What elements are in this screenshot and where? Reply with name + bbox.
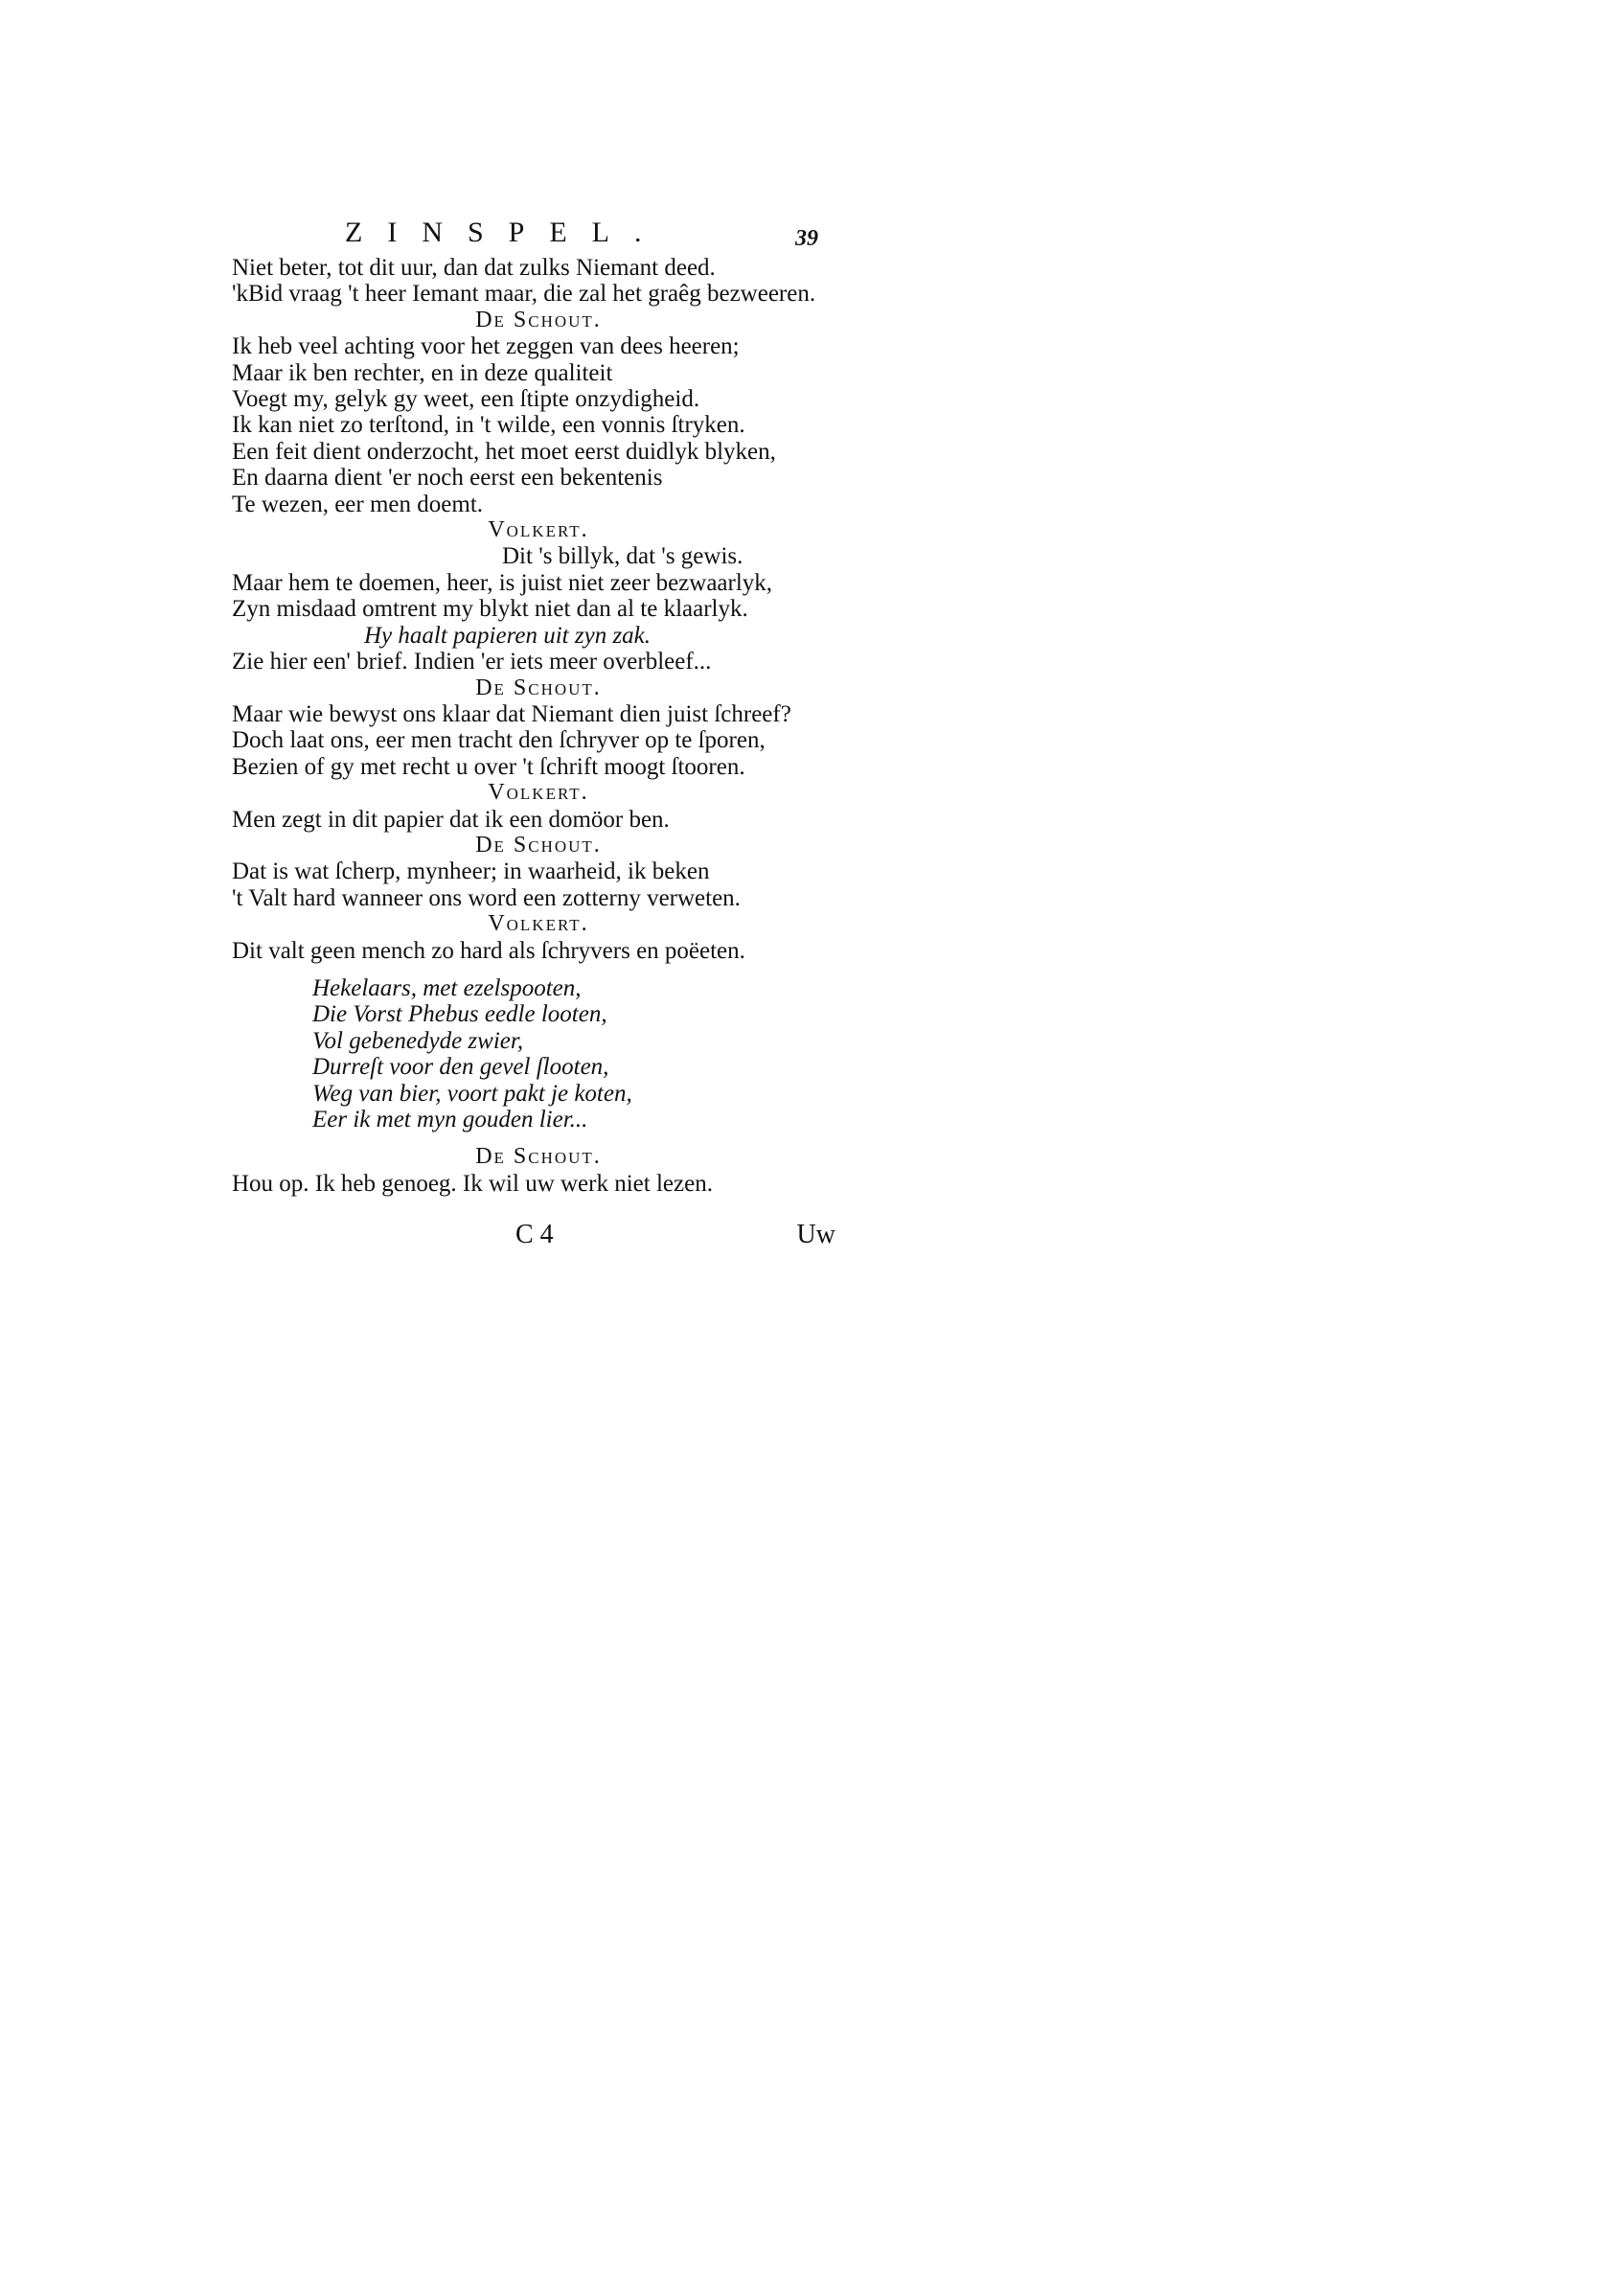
speaker-name: Volkert. (488, 517, 589, 543)
song-line: Die Vorst Phebus eedle looten, (312, 1001, 607, 1028)
verse-line: 't Valt hard wanneer ons word een zotterny verweten. (232, 884, 741, 911)
speaker-name: De Schout. (475, 307, 602, 332)
verse-line: Dit valt geen mench zo hard als ſchryvers en poëeten. (232, 937, 745, 964)
verse-line: 'kBid vraag 't heer Iemant maar, die zal het graêg bezweeren. (232, 281, 816, 308)
verse-line: En daarna dient 'er noch eerst een bekentenis (232, 465, 663, 492)
verse-line: Men zegt in dit papier dat ik een domöor ben. (232, 806, 670, 833)
running-title: ZINSPEL. (345, 217, 667, 248)
verse-line: Hou op. Ik heb genoeg. Ik wil uw werk niet lezen. (232, 1170, 713, 1197)
verse-line: Niet beter, tot dit uur, dan dat zulks Niemant deed. (232, 255, 716, 281)
song-line: Eer ik met myn gouden lier... (312, 1107, 588, 1133)
song-line: Durreſt voor den gevel ſlooten, (312, 1054, 609, 1081)
verse-line: Maar hem te doemen, heer, is juist niet zeer bezwaarlyk, (232, 569, 773, 596)
verse-line: Een feit dient onderzocht, het moet eerst duidlyk blyken, (232, 438, 776, 465)
signature-mark: C 4 (515, 1220, 554, 1249)
page-number: 39 (795, 226, 818, 251)
verse-line-indented: Dit 's billyk, dat 's gewis. (502, 543, 743, 570)
verse-line: Ik kan niet zo terſtond, in 't wilde, een vonnis ſtryken. (232, 412, 745, 439)
song-line: Hekelaars, met ezelspooten, (312, 974, 582, 1001)
verse-line: Maar wie bewyst ons klaar dat Niemant dien juist ſchreef? (232, 700, 791, 727)
verse-line: Zyn misdaad omtrent my blykt niet dan al te klaarlyk. (232, 596, 748, 623)
song-line: Weg van bier, voort pakt je koten, (312, 1080, 632, 1107)
verse-line: Doch laat ons, eer men tracht den ſchryver op te ſporen, (232, 727, 766, 754)
verse-line: Ik heb veel achting voor het zeggen van dees heeren; (232, 333, 740, 360)
speaker-name: Volkert. (488, 780, 589, 806)
verse-line: Bezien of gy met recht u over 't ſchrift moogt ſtooren. (232, 753, 745, 780)
verse-line: Voegt my, gelyk gy weet, een ſtipte onzydigheid. (232, 386, 700, 413)
verse-line: Dat is wat ſcherp, mynheer; in waarheid, ik beken (232, 858, 710, 885)
stage-direction: Hy haalt papieren uit zyn zak. (364, 622, 652, 649)
verse-line: Zie hier een' brief. Indien 'er iets meer overbleef... (232, 649, 712, 675)
book-page (0, 0, 1054, 1493)
play-text (232, 255, 845, 1197)
verse-line: Te wezen, eer men doemt. (232, 491, 484, 517)
speaker-name: Volkert. (488, 911, 589, 937)
catchword: Uw (796, 1220, 835, 1249)
song-line: Vol gebenedyde zwier, (312, 1027, 524, 1054)
speaker-name: De Schout. (475, 675, 602, 700)
verse-line: Maar ik ben rechter, en in deze qualiteit (232, 359, 613, 386)
speaker-name: De Schout. (475, 1144, 602, 1170)
speaker-name: De Schout. (475, 832, 602, 858)
